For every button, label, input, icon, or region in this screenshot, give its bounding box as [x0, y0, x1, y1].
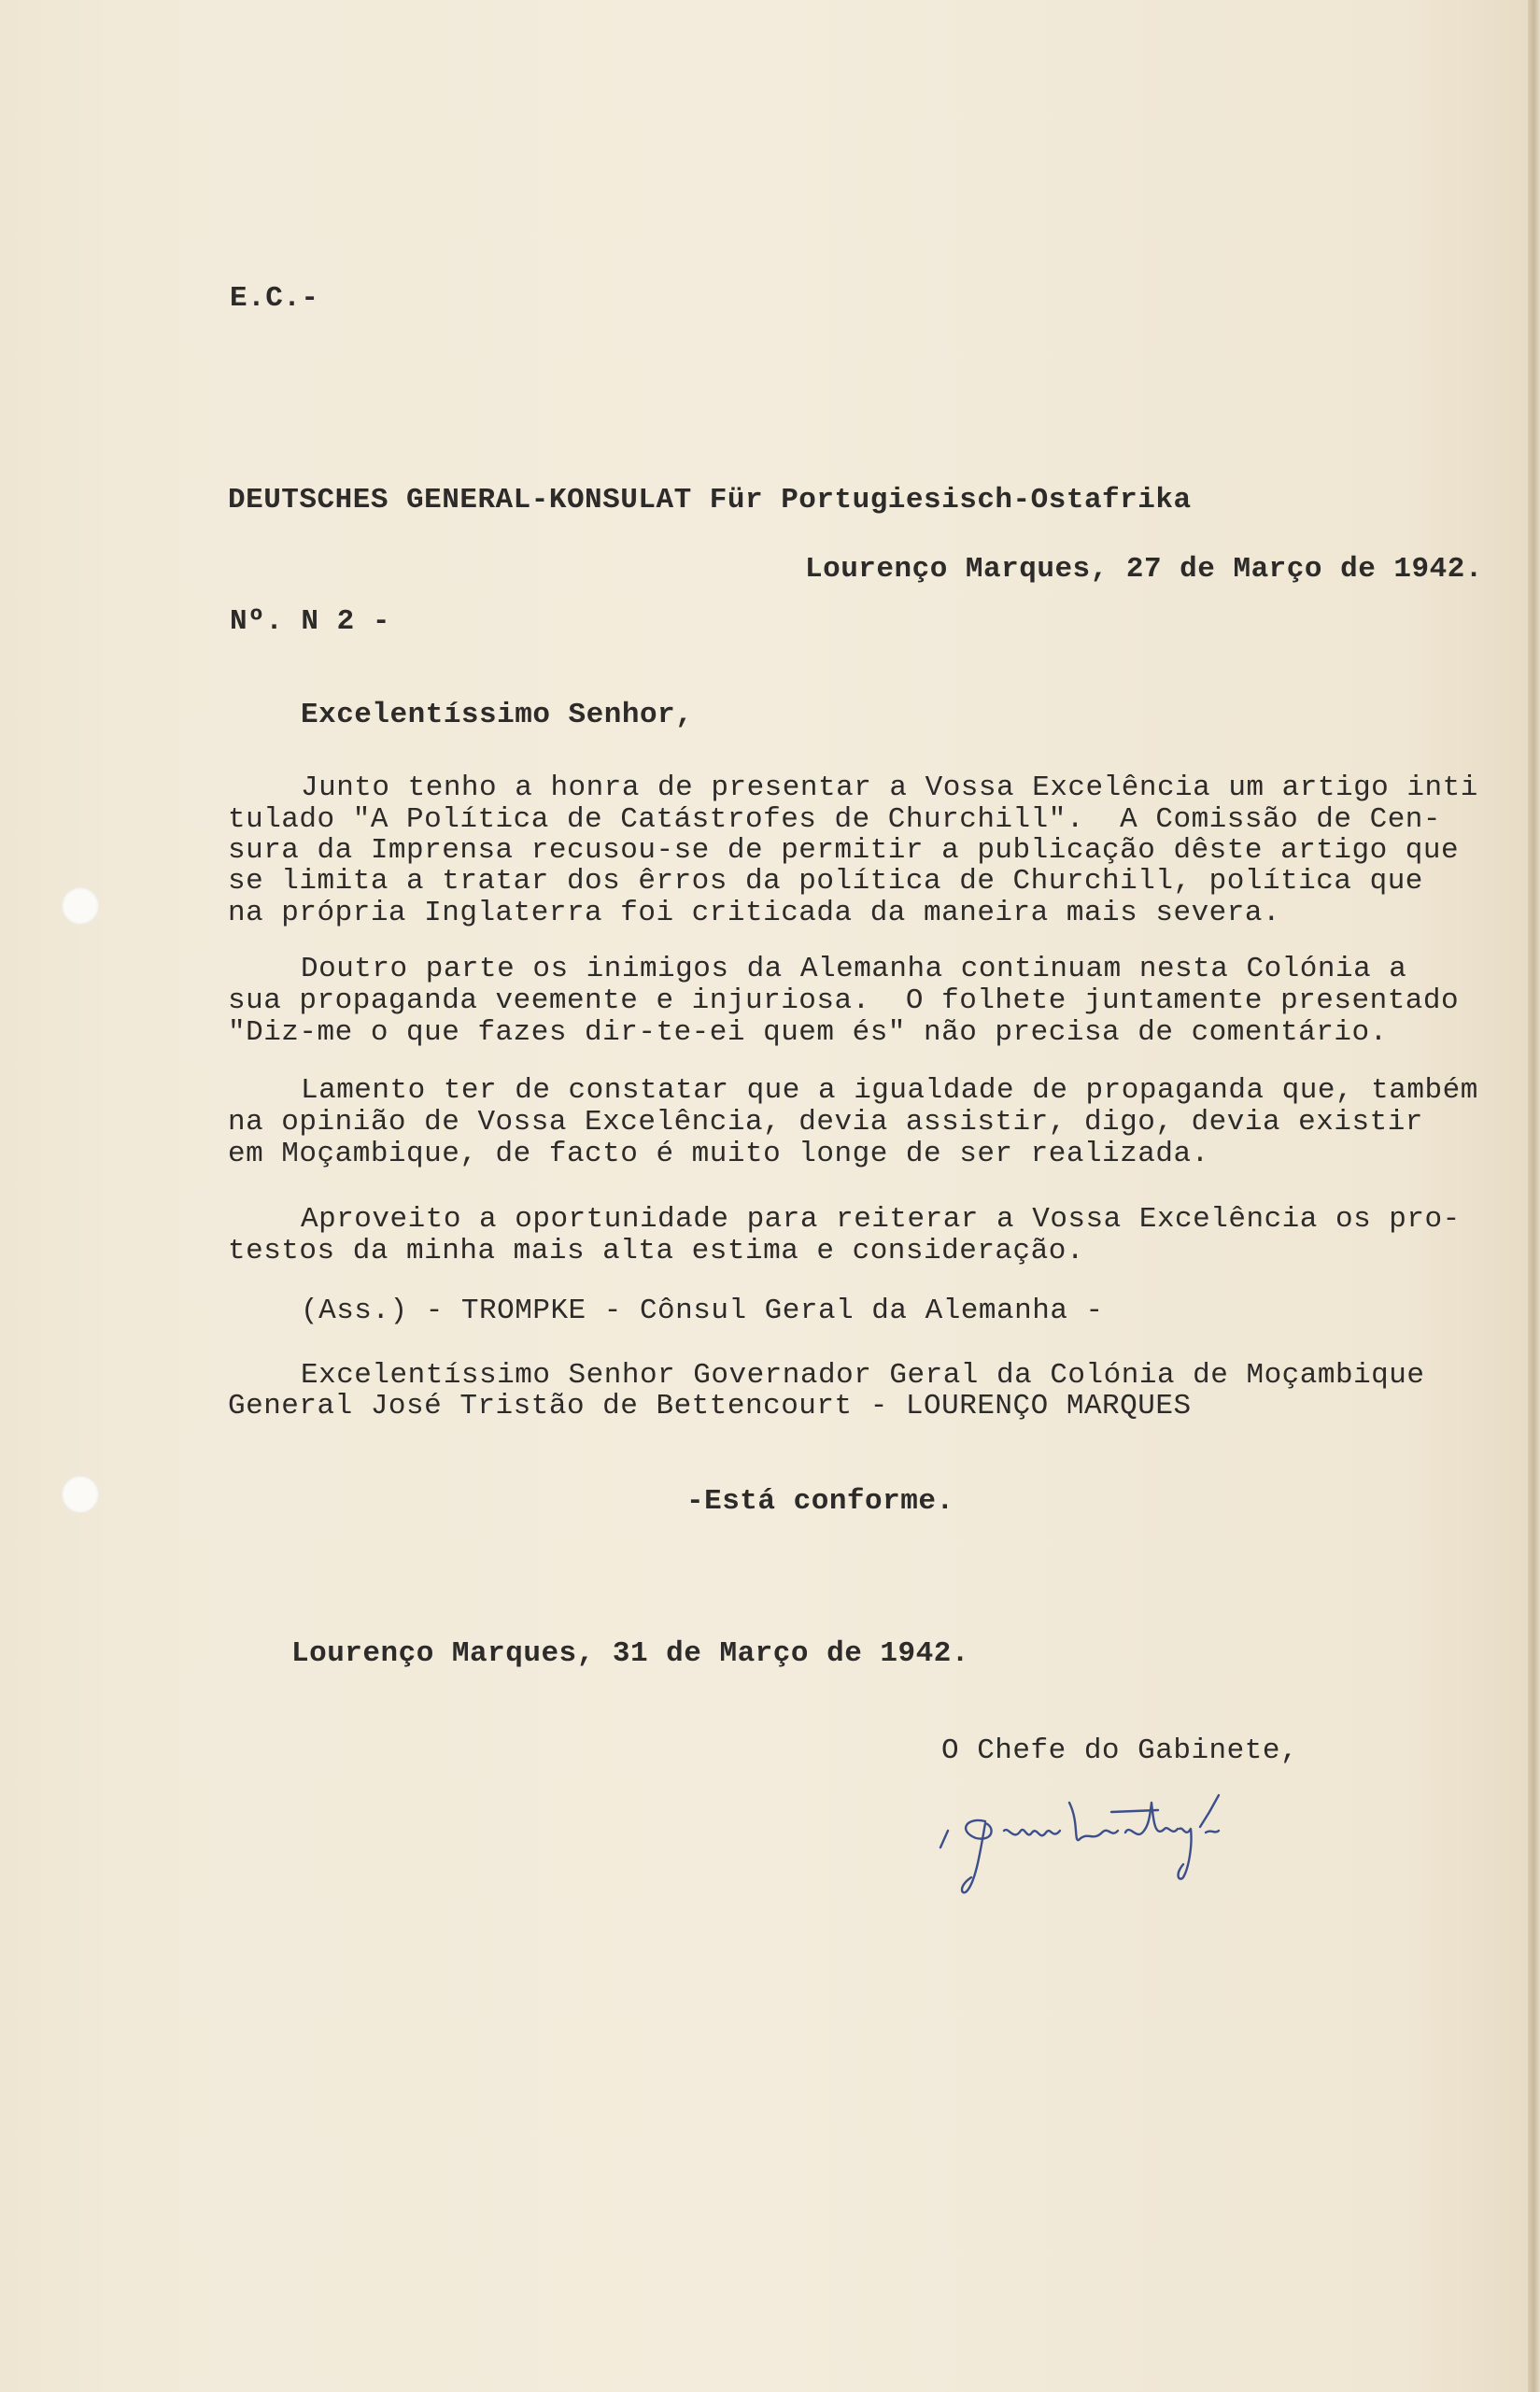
paragraph-2-line-1: Doutro parte os inimigos da Alemanha continuam nesta Colónia a	[301, 953, 1407, 985]
paragraph-1-line-2: tulado "A Política de Catástrofes de Churchill". A Comissão de Cen-	[228, 803, 1442, 836]
punch-hole-bottom	[62, 1476, 99, 1513]
letterhead: DEUTSCHES GENERAL-KONSULAT Für Portugiesisch-Ostafrika	[228, 484, 1192, 517]
handwritten-signature	[939, 1775, 1312, 1905]
paragraph-3-line-3: em Moçambique, de facto é muito longe de ser realizada.	[228, 1138, 1209, 1170]
addressee-line-2: General José Tristão de Bettencourt - LOURENÇO MARQUES	[228, 1390, 1192, 1422]
paragraph-4-line-1: Aproveito a oportunidade para reiterar a Vossa Excelência os pro-	[301, 1203, 1461, 1236]
paragraph-1-line-3: sura da Imprensa recusou-se de permitir a publicação dêste artigo que	[228, 834, 1460, 867]
letter-number: Nº. N 2 -	[230, 605, 390, 638]
reference-code: E.C.-	[230, 282, 319, 315]
signature-line: (Ass.) - TROMPKE - Cônsul Geral da Alemanha -	[301, 1295, 1104, 1327]
punch-hole-top	[62, 887, 99, 925]
salutation: Excelentíssimo Senhor,	[301, 699, 694, 731]
paragraph-1-line-1: Junto tenho a honra de presentar a Vossa Excelência um artigo inti	[301, 771, 1478, 804]
paragraph-1-line-4: se limita a tratar dos êrros da política de Churchill, política que	[228, 865, 1423, 898]
paragraph-2-line-3: "Diz-me o que fazes dir-te-ei quem és" não precisa de comentário.	[228, 1016, 1388, 1049]
addressee-line-1: Excelentíssimo Senhor Governador Geral da Colónia de Moçambique	[301, 1359, 1425, 1392]
paragraph-1-line-5: na própria Inglaterra foi criticada da maneira mais severa.	[228, 897, 1281, 929]
paragraph-4-line-2: testos da minha mais alta estima e consideração.	[228, 1235, 1084, 1267]
paragraph-3-line-1: Lamento ter de constatar que a igualdade de propaganda que, também	[301, 1074, 1478, 1107]
paragraph-3-line-2: na opinião de Vossa Excelência, devia assistir, digo, devia existir	[228, 1106, 1423, 1139]
paper-edge	[1528, 0, 1540, 2392]
paragraph-2-line-2: sua propaganda veemente e injuriosa. O folhete juntamente presentado	[228, 984, 1460, 1017]
certification-date: Lourenço Marques, 31 de Março de 1942.	[291, 1637, 969, 1670]
certification-signer: O Chefe do Gabinete,	[941, 1734, 1299, 1767]
place-date: Lourenço Marques, 27 de Março de 1942.	[805, 553, 1483, 586]
certification: -Está conforme.	[686, 1485, 954, 1518]
